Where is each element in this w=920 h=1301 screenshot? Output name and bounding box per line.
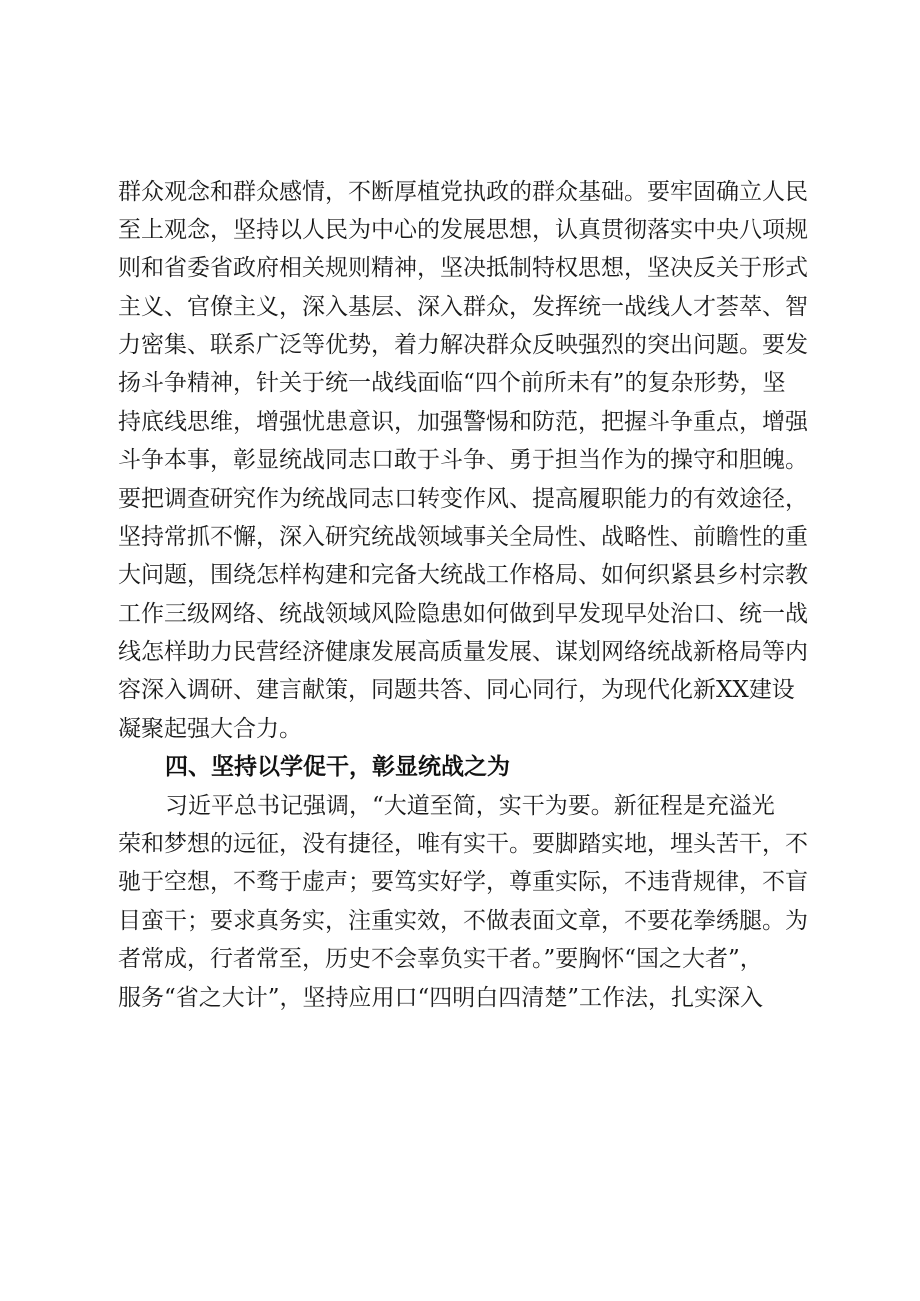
paragraph-1-line-1: 群众观念和群众感情，不断厚植党执政的群众基础。要牢固确立人民 <box>118 179 808 205</box>
paragraph-2-line-1: 习近平总书记强调，“大道至简，实干为要。新征程是充溢光 <box>165 793 775 819</box>
paragraph-1-line-13: 线怎样助力民营经济健康发展高质量发展、谋划网络统战新格局等内 <box>118 639 808 665</box>
paragraph-1-line-7: 持底线思维，增强忧患意识，加强警惕和防范，把握斗争重点，增强 <box>118 409 808 435</box>
paragraph-1-line-2: 至上观念，坚持以人民为中心的发展思想，认真贯彻落实中央八项规 <box>118 217 808 243</box>
paragraph-1-line-5: 力密集、联系广泛等优势，着力解决群众反映强烈的突出问题。要发 <box>118 332 808 358</box>
paragraph-1-line-9: 要把调查研究作为统战同志口转变作风、提高履职能力的有效途径， <box>118 486 808 512</box>
paragraph-1-line-14: 容深入调研、建言献策，同题共答、同心同行，为现代化新XX建设 <box>118 677 795 703</box>
paragraph-1-line-11: 大问题，围绕怎样构建和完备大统战工作格局、如何织紧县乡村宗教 <box>118 562 808 588</box>
paragraph-2-line-6: 服务“省之大计”，坚持应用口“四明白四清楚”工作法，扎实深入 <box>118 985 764 1011</box>
paragraph-1-line-4: 主义、官僚主义，深入基层、深入群众，发挥统一战线人才荟萃、智 <box>118 294 808 320</box>
paragraph-1-line-6: 扬斗争精神，针关于统一战线面临“四个前所未有”的复杂形势，坚 <box>118 370 786 396</box>
paragraph-2-line-3: 驰于空想，不骛于虚声；要笃实好学，尊重实际，不违背规律，不盲 <box>118 869 808 895</box>
section-heading: 四、坚持以学促干，彰显统战之为 <box>165 754 510 780</box>
paragraph-1-line-8: 斗争本事，彰显统战同志口敢于斗争、勇于担当作为的操守和胆魄。 <box>118 447 808 473</box>
paragraph-2-line-4: 目蛮干；要求真务实，注重实效，不做表面文章，不要花拳绣腿。为 <box>118 908 808 934</box>
paragraph-2-line-2: 荣和梦想的远征，没有捷径，唯有实干。要脚踏实地，埋头苦干，不 <box>118 831 808 857</box>
paragraph-1-line-12: 工作三级网络、统战领域风险隐患如何做到早发现早处治口、统一战 <box>118 601 808 627</box>
paragraph-1-line-15: 凝聚起强大合力。 <box>118 716 302 742</box>
paragraph-2-line-5: 者常成，行者常至，历史不会辜负实干者。”要胸怀“国之大者”， <box>118 946 763 972</box>
paragraph-1-line-10: 坚持常抓不懈，深入研究统战领域事关全局性、战略性、前瞻性的重 <box>118 524 808 550</box>
paragraph-1-line-3: 则和省委省政府相关规则精神，坚决抵制特权思想，坚决反关于形式 <box>118 255 808 281</box>
